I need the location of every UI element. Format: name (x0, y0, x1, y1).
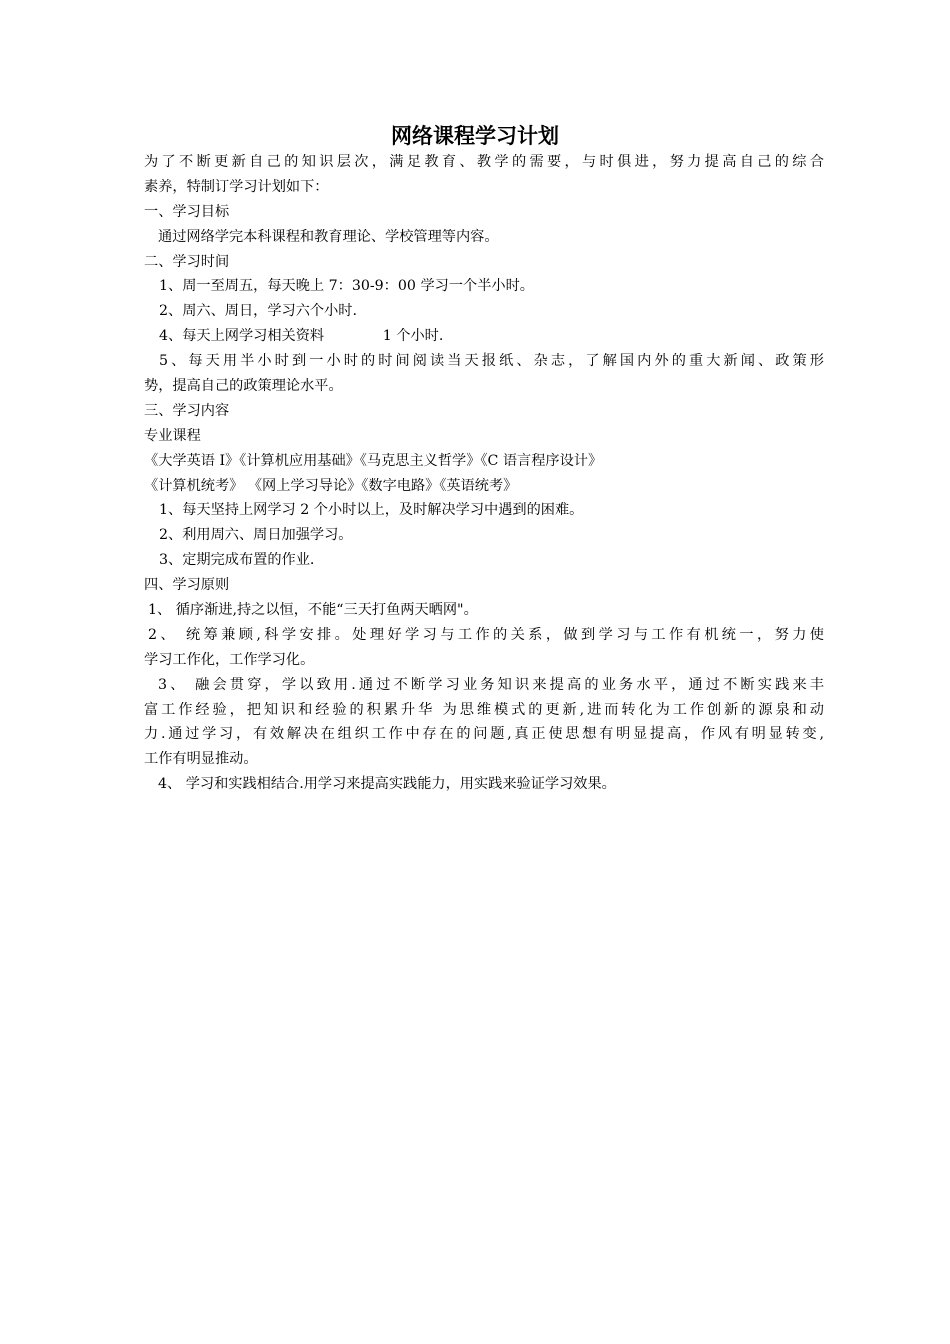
section-heading-content: 三、学习内容 (144, 402, 230, 419)
section-heading-goals: 一、学习目标 (144, 203, 230, 220)
principle-item-3-line-4: 工作有明显推动。 (144, 751, 258, 768)
principle-item-2-line-2: 学习工作化，工作学习化。 (144, 651, 315, 668)
principle-item-3-line-3: 力.通过学习，有效解决在组织工作中存在的问题,真正使思想有明显提高，作风有明显转变, (144, 726, 824, 743)
principle-item-2-line-1: 2、 统筹兼顾,科学安排。处理好学习与工作的关系，做到学习与工作有机统一，努力使 (148, 626, 824, 643)
course-list-line-1: 《大学英语 I》《计算机应用基础》《马克思主义哲学》《C 语言程序设计》 (144, 452, 603, 469)
document-title: 网络课程学习计划 (391, 123, 559, 148)
content-item-1: 1、每天坚持上网学习 2 个小时以上，及时解决学习中遇到的困难。 (159, 502, 584, 519)
content-item-3: 3、定期完成布置的作业. (159, 552, 315, 569)
goals-text: 通过网络学完本科课程和教育理论、学校管理等内容。 (158, 228, 499, 245)
intro-line-2: 素养，特制订学习计划如下： (144, 178, 329, 195)
content-item-2: 2、利用周六、周日加强学习。 (159, 527, 353, 544)
intro-line-1: 为了不断更新自己的知识层次，满足教育、教学的需要，与时俱进，努力提高自己的综合 (144, 154, 824, 170)
principle-item-3-line-1: 3、 融会贯穿，学以致用.通过不断学习业务知识来提高的业务水平，通过不断实践来丰 (158, 676, 824, 693)
time-item-2: 2、周六、周日，学习六个小时. (159, 303, 357, 320)
course-list-line-2: 《计算机统考》 《网上学习导论》《数字电路》《英语统考》 (144, 477, 518, 494)
section-heading-time: 二、学习时间 (144, 253, 230, 270)
document-body (144, 150, 824, 797)
time-item-4: 4、每天上网学习相关资料 1 个小时. (159, 328, 444, 345)
time-item-5-line-2: 势，提高自己的政策理论水平。 (144, 378, 343, 395)
section-heading-principles: 四、学习原则 (144, 577, 230, 594)
principle-item-4: 4、 学习和实践相结合.用学习来提高实践能力，用实践来验证学习效果。 (158, 776, 616, 793)
time-item-1: 1、周一至周五，每天晚上 7：30-9：00 学习一个半小时。 (159, 278, 534, 295)
principle-item-3-line-2: 富工作经验，把知识和经验的积累升华 为思维模式的更新,进而转化为工作创新的源泉和动 (144, 701, 824, 718)
subheading-major-courses: 专业课程 (144, 427, 201, 444)
principle-item-1: 1、 循序渐进,持之以恒，不能“三天打鱼两天晒网"。 (148, 602, 478, 619)
time-item-5-line-1: 5、每天用半小时到一小时的时间阅读当天报纸、杂志，了解国内外的重大新闻、政策形 (159, 353, 824, 370)
